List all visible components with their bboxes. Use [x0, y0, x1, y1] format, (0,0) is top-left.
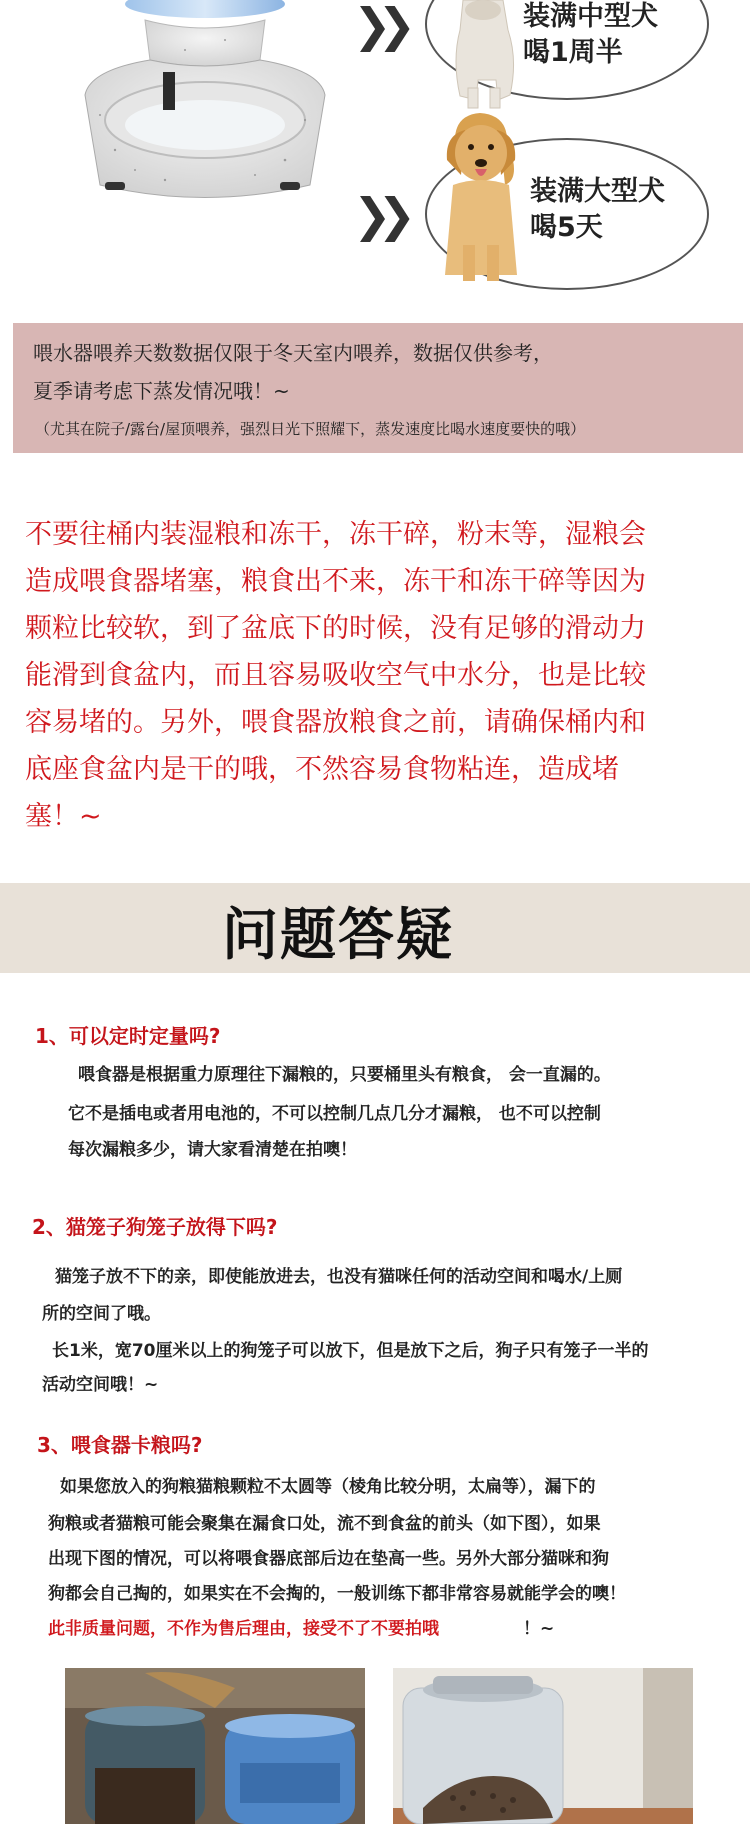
- warning-line: 颗粒比较软，到了盆底下的时候，没有足够的滑动力: [25, 613, 646, 644]
- faq-answer-line: 狗粮或者猫粮可能会聚集在漏食口处，流不到食盆的前头（如下图），如果: [48, 1514, 601, 1534]
- notice-box: [13, 323, 743, 453]
- medium-dog-photo: [438, 0, 528, 120]
- faq-answer-line: 每次漏粮多少，请大家看清楚在拍噢！: [68, 1140, 357, 1160]
- notice-line-2: 夏季请考虑下蒸发情况哦！~: [33, 379, 290, 403]
- faq-question-3: 3、喂食器卡粮吗?: [37, 1433, 203, 1457]
- bubble-large-line2: 喝5天: [530, 212, 603, 243]
- faq-answer-line: 狗都会自己掏的，如果实在不会掏的，一般训练下都非常容易就能学会的噢！: [48, 1584, 626, 1604]
- warning-line: 能滑到食盆内，而且容易吸收空气中水分，也是比较: [25, 660, 646, 691]
- faq-disclaimer: 此非质量问题，不作为售后理由，接受不了不要拍哦: [48, 1619, 439, 1639]
- notice-line-1: 喂水器喂养天数数据仅限于冬天室内喂养，数据仅供参考，: [33, 341, 553, 365]
- bubble-medium-line2: 喝1周半: [523, 37, 623, 68]
- faq-question-1: 1、可以定时定量吗?: [35, 1024, 221, 1048]
- faq-question-2: 2、猫笼子狗笼子放得下吗?: [32, 1215, 278, 1239]
- faq-answer-line: 活动空间哦！~: [42, 1375, 159, 1395]
- faq-answer-line: 猫笼子放不下的亲，即使能放进去，也没有猫咪任何的活动空间和喝水/上厕: [55, 1267, 623, 1287]
- double-chevron-right-icon: ❯❯: [353, 188, 403, 242]
- faq-answer-line: 它不是插电或者用电池的，不可以控制几点几分才漏粮， 也不可以控制: [68, 1104, 601, 1124]
- stuck-food-photo-right: [393, 1668, 693, 1824]
- faq-answer-line: 长1米，宽70厘米以上的狗笼子可以放下，但是放下之后，狗子只有笼子一半的: [52, 1341, 649, 1361]
- product-illustration-area: [0, 0, 750, 320]
- golden-retriever-photo: [425, 105, 535, 285]
- double-chevron-right-icon: ❯❯: [353, 0, 403, 52]
- faq-answer-line: 喂食器是根据重力原理往下漏粮的，只要桶里头有粮食， 会一直漏的。: [78, 1065, 611, 1085]
- notice-line-3: （尤其在院子/露台/屋顶喂养，强烈日光下照耀下，蒸发速度比喝水速度要快的哦）: [35, 420, 586, 438]
- warning-line: 容易堵的。另外，喂食器放粮食之前，请确保桶内和: [25, 707, 646, 738]
- bubble-large-line1: 装满大型犬: [530, 176, 665, 207]
- warning-line: 塞！~: [25, 801, 102, 832]
- bubble-medium-line1: 装满中型犬: [523, 1, 658, 32]
- faq-answer-line: 如果您放入的狗粮猫粮颗粒不太圆等（棱角比较分明，太扁等），漏下的: [60, 1477, 596, 1497]
- warning-line: 不要往桶内装湿粮和冻干，冻干碎，粉末等，湿粮会: [25, 519, 646, 550]
- faq-answer-line: 所的空间了哦。: [42, 1304, 161, 1324]
- faq-answer-line: 出现下图的情况，可以将喂食器底部后边在垫高一些。另外大部分猫咪和狗: [48, 1549, 609, 1569]
- faq-disclaimer-tail: ！~: [523, 1619, 555, 1639]
- stuck-food-photo-left: [65, 1668, 365, 1824]
- water-dispenser-image: [55, 0, 335, 235]
- faq-title: 问题答疑: [222, 903, 454, 968]
- faq-header-band: [0, 883, 750, 973]
- warning-line: 底座食盆内是干的哦，不然容易食物粘连，造成堵: [25, 754, 619, 785]
- warning-line: 造成喂食器堵塞，粮食出不来，冻干和冻干碎等因为: [25, 566, 646, 597]
